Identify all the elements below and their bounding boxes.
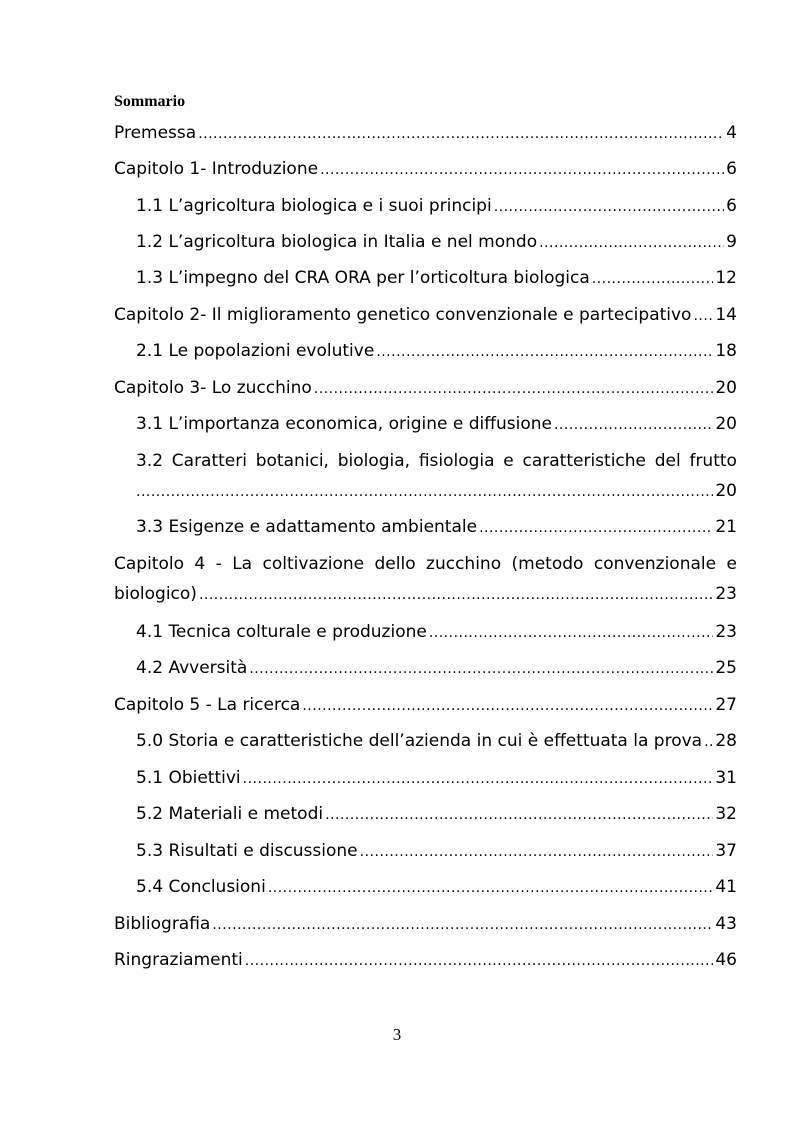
dot-leader bbox=[136, 480, 713, 503]
toc-entry-label: Capitolo 3- Lo zucchino bbox=[114, 378, 312, 398]
toc-entry-page: 12 bbox=[715, 268, 737, 288]
toc-entry-page: 6 bbox=[726, 196, 737, 216]
toc-word: 4 bbox=[194, 554, 206, 574]
toc-entry-page: 4 bbox=[726, 123, 737, 143]
page-number: 3 bbox=[392, 1025, 402, 1044]
toc-entry bbox=[136, 194, 737, 218]
toc-word: Caratteri bbox=[171, 451, 247, 471]
dot-leader bbox=[325, 803, 713, 826]
toc-entry bbox=[114, 121, 737, 145]
dot-leader bbox=[268, 876, 714, 899]
dot-leader bbox=[320, 158, 724, 181]
toc-entry bbox=[114, 693, 737, 717]
toc-word: botanici, bbox=[255, 451, 329, 471]
toc-entry-label: 3.1 L’importanza economica, origine e diffusione bbox=[136, 414, 552, 434]
toc-entry-line1 bbox=[114, 552, 737, 576]
toc-entry-label: 1.2 L’agricoltura biologica in Italia e nel mondo bbox=[136, 232, 538, 252]
dot-leader bbox=[592, 267, 714, 290]
dot-leader bbox=[314, 377, 714, 400]
toc-entry bbox=[136, 729, 737, 753]
dot-leader bbox=[376, 340, 713, 363]
toc-word: fisiologia bbox=[418, 451, 495, 471]
toc-word: convenzionale bbox=[593, 554, 717, 574]
toc-entry bbox=[136, 515, 737, 539]
toc-entry bbox=[136, 339, 737, 363]
toc-entry-page: 41 bbox=[715, 877, 737, 897]
toc-entry-line1 bbox=[136, 449, 737, 473]
toc-entry-page: 25 bbox=[715, 658, 737, 678]
toc-entry-page: 37 bbox=[715, 841, 737, 861]
dot-leader bbox=[245, 949, 714, 972]
dot-leader bbox=[199, 583, 713, 606]
toc-entry-label: Capitolo 2- Il miglioramento genetico convenzionale e partecipativo bbox=[114, 305, 692, 325]
toc-entry-page: 20 bbox=[715, 414, 737, 434]
toc-entry-page: 28 bbox=[715, 731, 737, 751]
toc-entry-label: Bibliografia bbox=[114, 914, 211, 934]
toc-title: Sommario bbox=[114, 93, 186, 110]
dot-leader bbox=[429, 621, 714, 644]
toc-entry-page: 20 bbox=[715, 378, 737, 398]
toc-word: frutto bbox=[689, 451, 737, 471]
dot-leader bbox=[249, 657, 713, 680]
toc-word: biologia, bbox=[337, 451, 411, 471]
toc-entry-label: 5.1 Obiettivi bbox=[136, 768, 241, 788]
toc-word: caratteristiche bbox=[522, 451, 646, 471]
toc-entry-label: 4.1 Tecnica colturale e produzione bbox=[136, 622, 427, 642]
toc-entry bbox=[136, 839, 737, 863]
dot-leader bbox=[212, 913, 713, 936]
toc-entry bbox=[136, 656, 737, 680]
toc-entry-page: 23 bbox=[715, 622, 737, 642]
dot-leader bbox=[360, 840, 714, 863]
toc-entry bbox=[114, 303, 737, 327]
toc-entry bbox=[114, 157, 737, 181]
toc-entry-page: 21 bbox=[715, 517, 737, 537]
toc-entry-label: 5.3 Risultati e discussione bbox=[136, 841, 358, 861]
toc-entry-page: 43 bbox=[715, 914, 737, 934]
toc-entry bbox=[136, 412, 737, 436]
toc-entry-page: 14 bbox=[715, 305, 737, 325]
toc-word: - bbox=[215, 554, 222, 574]
toc-word: Capitolo bbox=[114, 554, 184, 574]
toc-entry-label: biologico) bbox=[114, 584, 197, 604]
dot-leader bbox=[539, 231, 724, 254]
dot-leader bbox=[479, 516, 713, 539]
toc-entry-page: 20 bbox=[715, 481, 737, 501]
toc-entry-page: 46 bbox=[715, 950, 737, 970]
toc-entry bbox=[136, 230, 737, 254]
toc-entry bbox=[114, 376, 737, 400]
toc-word: 3.2 bbox=[136, 451, 164, 471]
toc-entry-label: Capitolo 1- Introduzione bbox=[114, 159, 319, 179]
dot-leader bbox=[693, 304, 713, 327]
toc-entry-page: 18 bbox=[715, 341, 737, 361]
dot-leader bbox=[494, 195, 724, 218]
toc-entry bbox=[136, 620, 737, 644]
dot-leader bbox=[243, 767, 714, 790]
toc-word: La bbox=[232, 554, 253, 574]
toc-entry bbox=[114, 912, 737, 936]
toc-entry-label: 5.4 Conclusioni bbox=[136, 877, 266, 897]
toc-entry bbox=[136, 875, 737, 899]
toc-entry-page: 23 bbox=[715, 584, 737, 604]
dot-leader bbox=[198, 122, 724, 145]
toc-entry-line2 bbox=[114, 582, 737, 606]
toc-entry-label: 5.0 Storia e caratteristiche dell’azienda in cui è effettuata la prova bbox=[136, 731, 703, 751]
toc-word: del bbox=[654, 451, 681, 471]
toc-entry-page: 32 bbox=[715, 804, 737, 824]
toc-entry bbox=[136, 266, 737, 290]
toc-entry bbox=[114, 948, 737, 972]
toc-word: e bbox=[503, 451, 514, 471]
toc-entry-label: 2.1 Le popolazioni evolutive bbox=[136, 341, 375, 361]
dot-leader bbox=[704, 730, 713, 753]
toc-entry bbox=[136, 802, 737, 826]
toc-entry-page: 27 bbox=[715, 695, 737, 715]
toc-word: (metodo bbox=[511, 554, 584, 574]
toc-entry bbox=[136, 766, 737, 790]
toc-entry-label: Capitolo 5 - La ricerca bbox=[114, 695, 301, 715]
toc-entry-label: 1.1 L’agricoltura biologica e i suoi principi bbox=[136, 196, 492, 216]
toc-entry-label: 1.3 L’impegno del CRA ORA per l’orticoltura biologica bbox=[136, 268, 590, 288]
toc-entry-page: 31 bbox=[715, 768, 737, 788]
dot-leader bbox=[302, 694, 713, 717]
toc-word: dello bbox=[374, 554, 416, 574]
toc-word: zucchino bbox=[426, 554, 502, 574]
dot-leader bbox=[554, 413, 713, 436]
toc-entry-label: 4.2 Avversità bbox=[136, 658, 248, 678]
toc-entry-line2 bbox=[136, 479, 737, 503]
toc-word: coltivazione bbox=[262, 554, 365, 574]
toc-entry-label: Ringraziamenti bbox=[114, 950, 243, 970]
toc-entry-label: Premessa bbox=[114, 123, 197, 143]
toc-word: e bbox=[726, 554, 737, 574]
toc-entry-page: 6 bbox=[726, 159, 737, 179]
toc-entry-label: 3.3 Esigenze e adattamento ambientale bbox=[136, 517, 478, 537]
toc-entry-label: 5.2 Materiali e metodi bbox=[136, 804, 324, 824]
toc-entry-page: 9 bbox=[726, 232, 737, 252]
